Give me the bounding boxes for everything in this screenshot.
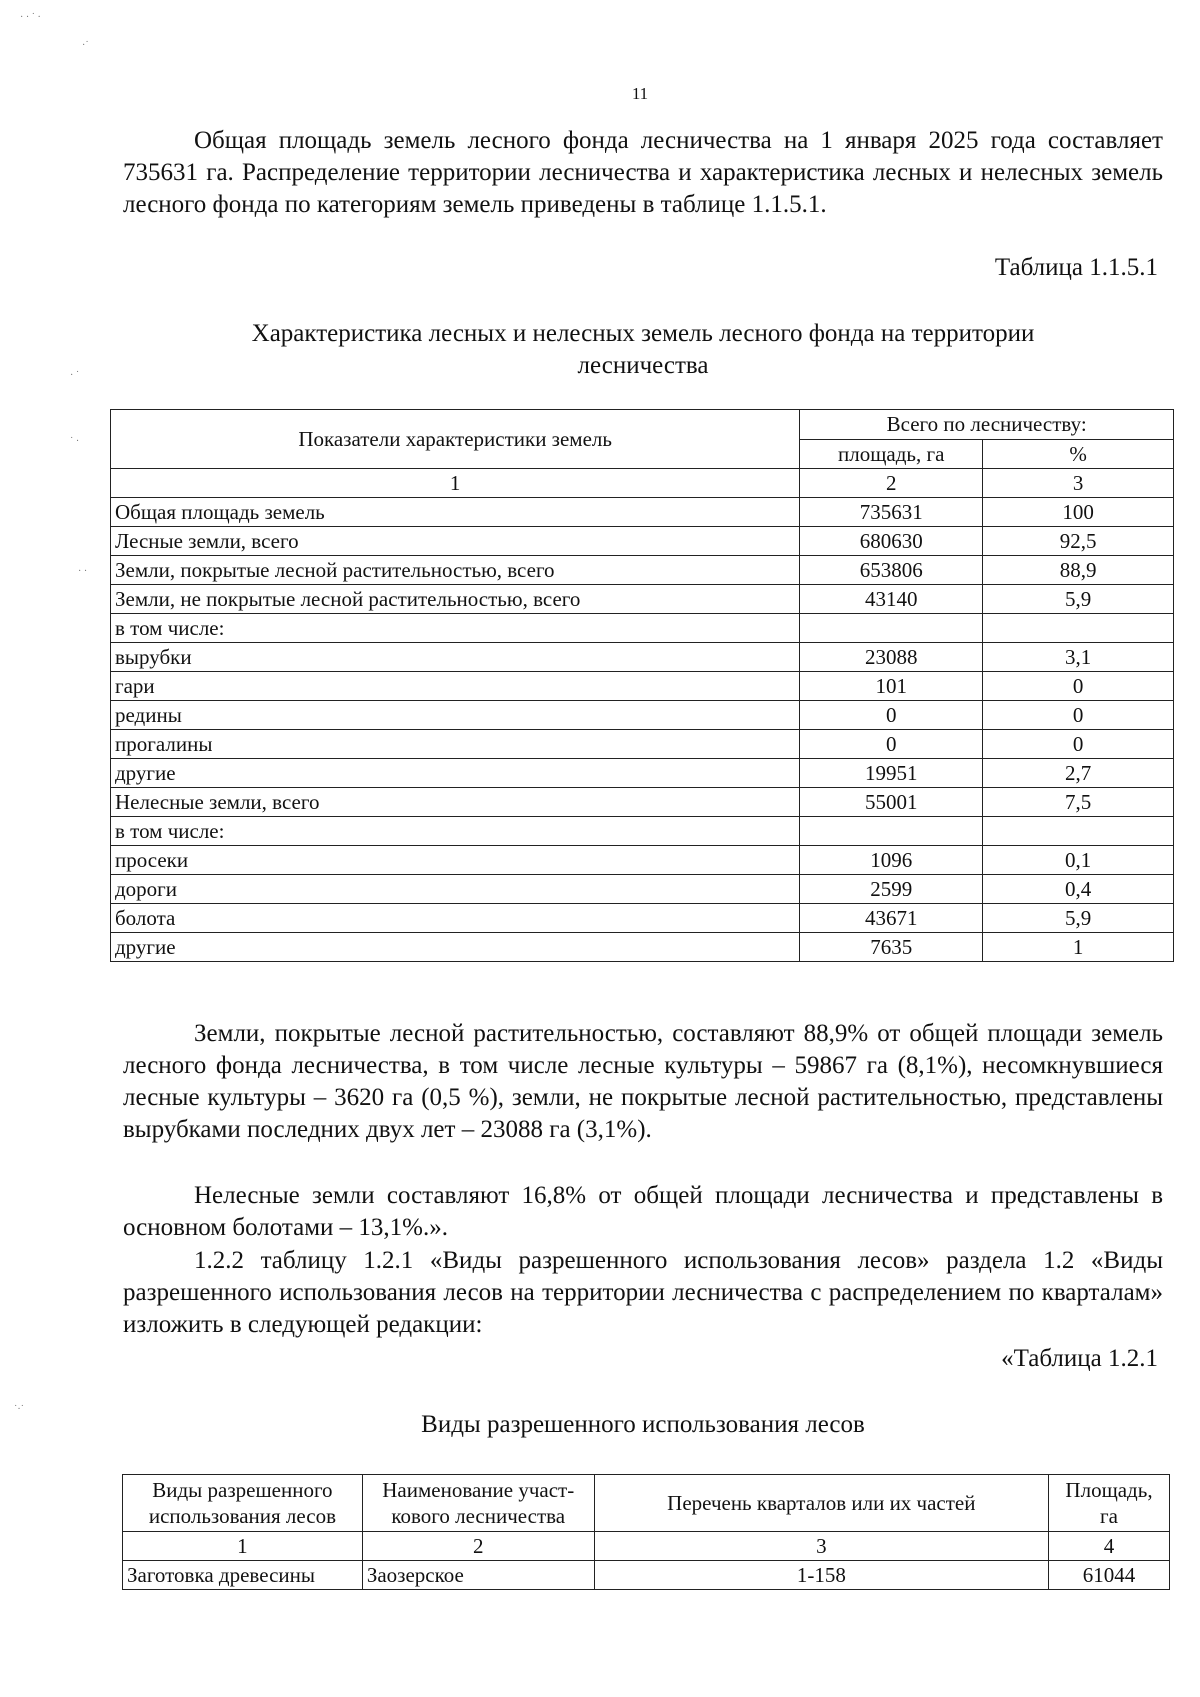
table-row [111,846,1174,875]
header-total-group: Всего по лесничеству: [800,410,1174,440]
table-row [111,875,1174,904]
scan-speckle: ˙ · [70,436,80,447]
table-row [111,933,1174,962]
cell-percent: 88,9 [983,556,1174,585]
table-row [111,730,1174,759]
intro-paragraph [123,125,1163,221]
header-area [1049,1475,1170,1532]
col-number: 4 [1049,1532,1170,1561]
table-row [111,614,1174,643]
cell-indicator: другие [111,759,800,788]
cell-percent: 2,7 [983,759,1174,788]
cell-area: 653806 [800,556,983,585]
cell-percent [983,817,1174,846]
cell-area: 680630 [800,527,983,556]
cell-area: 19951 [800,759,983,788]
cell-area: 61044 [1049,1561,1170,1590]
paragraph-forest-cover-text: Земли, покрытые лесной растительностью, составляют 88,9% от общей площади земель лесного фонда лесничества, в том числе лесные культуры – 59867 га (8,1%), несомкнувшиеся лесные культуры – 3620 га (0,5 %), земли, не покрытые лесной растительностью, представлены вырубками последних двух лет – 23088 га (3,1%). [123,1020,1163,1143]
cell-area: 735631 [800,498,983,527]
paragraph-nonforest [123,1180,1163,1244]
cell-indicator: в том числе: [111,614,800,643]
header-district-line1: Наименование участ- [382,1478,575,1502]
table-row [111,817,1174,846]
cell-area: 101 [800,672,983,701]
header-use-line1: Виды разрешенного [152,1478,333,1502]
table-row [111,498,1174,527]
col-number: 2 [800,469,983,498]
header-indicators: Показатели характеристики земель [111,410,800,469]
cell-percent: 7,5 [983,788,1174,817]
header-area: площадь, га [800,439,983,469]
cell-area: 43671 [800,904,983,933]
cell-area: 0 [800,730,983,759]
cell-use: Заготовка древесины [123,1561,363,1590]
cell-percent: 92,5 [983,527,1174,556]
scan-speckle: · · [78,566,88,577]
paragraph-forest-cover [123,1018,1163,1146]
cell-area: 43140 [800,585,983,614]
cell-percent: 0 [983,730,1174,759]
cell-percent: 0,4 [983,875,1174,904]
cell-indicator: Земли, покрытые лесной растительностью, всего [111,556,800,585]
scan-speckle: ·˙ [82,40,89,51]
cell-percent: 100 [983,498,1174,527]
table-row [111,672,1174,701]
col-number: 1 [111,469,800,498]
cell-area: 7635 [800,933,983,962]
cell-percent: 3,1 [983,643,1174,672]
cell-area: 23088 [800,643,983,672]
scan-speckle: · ˙ [70,370,80,381]
cell-indicator: прогалины [111,730,800,759]
table1-title-line1: Характеристика лесных и нелесных земель лесного фонда на территории [251,320,1035,347]
table-row [111,527,1174,556]
cell-indicator: просеки [111,846,800,875]
intro-text: Общая площадь земель лесного фонда лесничества на 1 января 2025 года составляет 735631 га. Распределение территории лесничества и характеристика лесных и нелесных земель лесного фонда по категориям земель приведены в таблице 1.1.5.1. [123,127,1163,218]
cell-percent: 1 [983,933,1174,962]
table2-label: «Таблица 1.2.1 [1001,1345,1158,1372]
cell-indicator: болота [111,904,800,933]
paragraph-nonforest-text: Нелесные земли составляют 16,8% от общей площади лесничества и представлены в основном болотами – 13,1%.». [123,1182,1163,1241]
table-row [111,585,1174,614]
table-row [111,904,1174,933]
header-percent: % [983,439,1174,469]
cell-percent: 5,9 [983,904,1174,933]
cell-percent: 5,9 [983,585,1174,614]
cell-quarters: 1-158 [594,1561,1048,1590]
land-characteristics-table [110,409,1174,962]
paragraph-amendment-text: 1.2.2 таблицу 1.2.1 «Виды разрешенного использования лесов» раздела 1.2 «Виды разрешенного использования лесов на территории лесничества с распределением по кварталам» изложить в следующей редакции: [123,1247,1163,1338]
table1-title-line2: лесничества [577,352,709,379]
cell-indicator: гари [111,672,800,701]
cell-percent: 0 [983,701,1174,730]
permitted-use-table [122,1474,1170,1590]
table-row [111,788,1174,817]
cell-area: 55001 [800,788,983,817]
table-row [111,643,1174,672]
table1-label: Таблица 1.1.5.1 [994,254,1158,281]
cell-area: 0 [800,701,983,730]
cell-percent [983,614,1174,643]
scan-speckle: · · ˙ · [20,12,41,23]
cell-indicator: Земли, не покрытые лесной растительностью, всего [111,585,800,614]
cell-indicator: Общая площадь земель [111,498,800,527]
cell-area [800,817,983,846]
header-quarters: Перечень кварталов или их частей [594,1475,1048,1532]
cell-indicator: Лесные земли, всего [111,527,800,556]
cell-percent: 0,1 [983,846,1174,875]
table-row [111,701,1174,730]
page-number: 11 [631,84,649,103]
header-area-line2: га [1100,1504,1118,1528]
header-use-line2: использования лесов [148,1504,336,1528]
scan-speckle: ˙·˙ [14,1404,24,1415]
col-number: 3 [594,1532,1048,1561]
col-number: 2 [362,1532,594,1561]
paragraph-amendment [123,1245,1163,1341]
cell-indicator: другие [111,933,800,962]
cell-indicator: Нелесные земли, всего [111,788,800,817]
header-district [362,1475,594,1532]
header-area-line1: Площадь, [1065,1478,1153,1502]
table-row [111,556,1174,585]
table-row [111,759,1174,788]
cell-indicator: в том числе: [111,817,800,846]
table-row [123,1561,1170,1590]
cell-indicator: вырубки [111,643,800,672]
cell-area [800,614,983,643]
cell-indicator: дороги [111,875,800,904]
cell-area: 2599 [800,875,983,904]
header-district-line2: кового лесничества [391,1504,566,1528]
cell-district: Заозерское [362,1561,594,1590]
cell-area: 1096 [800,846,983,875]
col-number: 3 [983,469,1174,498]
cell-percent: 0 [983,672,1174,701]
cell-indicator: редины [111,701,800,730]
table2-title: Виды разрешенного использования лесов [421,1411,865,1438]
col-number: 1 [123,1532,363,1561]
header-use [123,1475,363,1532]
